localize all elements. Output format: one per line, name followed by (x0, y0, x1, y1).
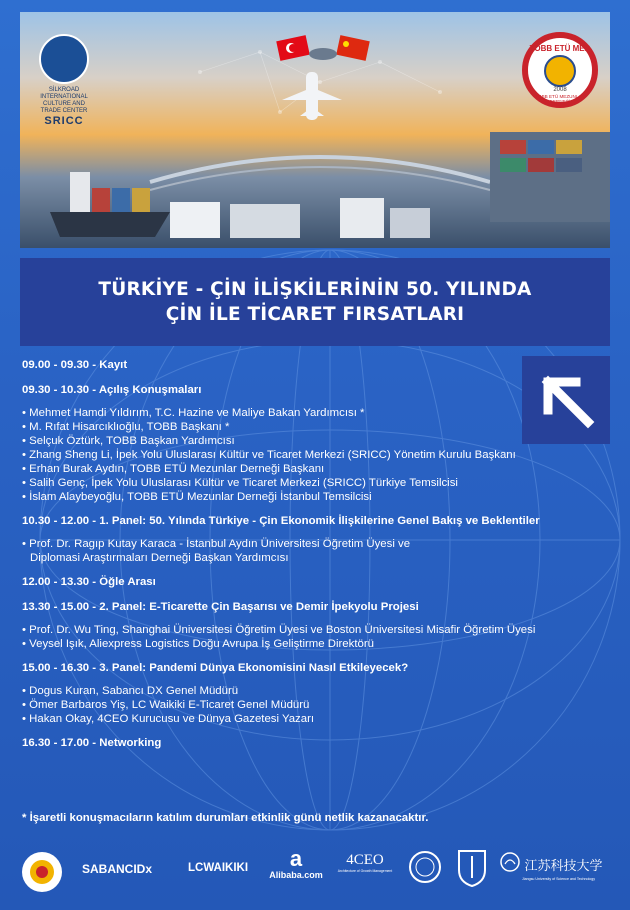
speaker-line: • Selçuk Öztürk, TOBB Başkan Yardımcısı (22, 435, 235, 447)
speaker-line: • M. Rıfat Hisarcıklıoğlu, TOBB Başkanı * (22, 421, 230, 433)
tobb-logo (20, 850, 64, 899)
speaker-line: • Salih Genç, İpek Yolu Uluslarası Kültür ve Ticaret Merkezi (SRICC) Türkiye Temsilcisi (22, 477, 458, 489)
agenda-slot: 10.30 - 12.00 - 1. Panel: 50. Yılında Türkiye - Çin Ekonomik İlişkilerine Genel Bakış ve Beklentiler (22, 515, 540, 527)
speaker-line: • Prof. Dr. Wu Ting, Shanghai Üniversitesi Öğretim Üyesi ve Boston Üniversitesi Misafir Öğretim Üyesi (22, 624, 536, 636)
globe-icon (39, 34, 89, 84)
speaker-line: • İslam Alaybeyoğlu, TOBB ETÜ Mezunlar Derneği İstanbul Temsilcisi (22, 491, 372, 503)
speaker-line: • Hakan Okay, 4CEO Kurucusu ve Dünya Gazetesi Yazarı (22, 713, 315, 725)
speaker-line: • Ömer Barbaros Yiş, LC Waikiki E-Ticaret Genel Müdürü (22, 699, 310, 711)
airplane-icon (282, 72, 342, 120)
title-line-1: TÜRKİYE - ÇİN İLİŞKİLERİNİN 50. YILINDA (98, 279, 532, 300)
sricc-name: SRICC (44, 115, 84, 127)
agenda-slot: 16.30 - 17.00 - Networking (22, 737, 162, 749)
footnote: * İşaretli konuşmacıların katılım durumları etkinlik günü netlik kazanacaktır. (22, 812, 429, 824)
graduation-cap-icon (544, 55, 576, 87)
lcwaikiki-logo: LCWAIKIKI (188, 862, 249, 874)
university-seal-1 (408, 850, 442, 889)
agenda-slot: 12.00 - 13.30 - Öğle Arası (22, 576, 156, 588)
alibaba-a-icon: a (289, 846, 303, 871)
agenda-slot: 09.00 - 09.30 - Kayıt (22, 359, 128, 371)
speaker-line: • Dogus Kuran, Sabancı DX Genel Müdürü (22, 685, 239, 697)
sricc-logo (34, 34, 94, 127)
handshake-icon (309, 48, 337, 60)
speaker-line: • Mehmet Hamdi Yıldırım, T.C. Hazine ve Maliye Bakan Yardımcısı * (22, 407, 365, 419)
china-flag-icon (336, 35, 370, 61)
agenda-slot: 09.30 - 10.30 - Açılış Konuşmaları (22, 384, 202, 396)
alumni-year: 2008 (553, 87, 567, 93)
alumni-name-bottom: TOBB ETÜ MEZUNLAR DERNEĞİ (535, 94, 585, 104)
speaker-line: • Prof. Dr. Ragıp Kutay Karaca - İstanbul Aydın Üniversitesi Öğretim Üyesi ve (22, 538, 411, 550)
container-stack (490, 132, 610, 222)
4ceo-logo: 4CEO Architecture of Growth Management (337, 852, 393, 873)
hero-illustration (20, 12, 610, 248)
university-seal-2 (456, 848, 488, 893)
speaker-line: • Veysel Işık, Aliexpress Logistics Doğu Avrupa İş Geliştirme Direktörü (22, 638, 374, 650)
truck-icon (170, 198, 430, 238)
sricc-tagline: SİLKROAD INTERNATIONAL CULTURE AND TRADE CENTER (40, 87, 88, 114)
hero-banner (20, 12, 610, 248)
alumni-name-top: TOBB ETÜ MED (529, 44, 591, 53)
alibaba-logo: a Alibaba.com (266, 848, 326, 880)
jiangsu-university-logo: 江苏科技大学 Jiangsu University of Science and Technology (500, 852, 620, 881)
agenda-slot: 13.30 - 15.00 - 2. Panel: E-Ticarette Çin Başarısı ve Demir İpekyolu Projesi (22, 601, 419, 613)
sponsor-logos (0, 842, 630, 910)
event-title (20, 258, 610, 346)
turkey-flag-icon (276, 35, 310, 61)
title-line-2: ÇİN İLE TİCARET FIRSATLARI (165, 304, 465, 325)
speaker-line: Diplomasi Araştırmaları Derneği Başkan Yardımcısı (30, 552, 289, 564)
speaker-line: • Erhan Burak Aydın, TOBB ETÜ Mezunlar Derneği Başkanı (22, 463, 325, 475)
alumni-logo (522, 32, 598, 108)
sabanci-logo: SABANCIDx (82, 862, 153, 876)
agenda (22, 358, 582, 761)
speaker-line: • Zhang Sheng Li, İpek Yolu Uluslarası Kültür ve Ticaret Merkezi (SRICC) Yönetim Kurulu Başkanı (22, 449, 516, 461)
agenda-slot: 15.00 - 16.30 - 3. Panel: Pandemi Dünya Ekonomisini Nasıl Etkileyecek? (22, 662, 409, 674)
